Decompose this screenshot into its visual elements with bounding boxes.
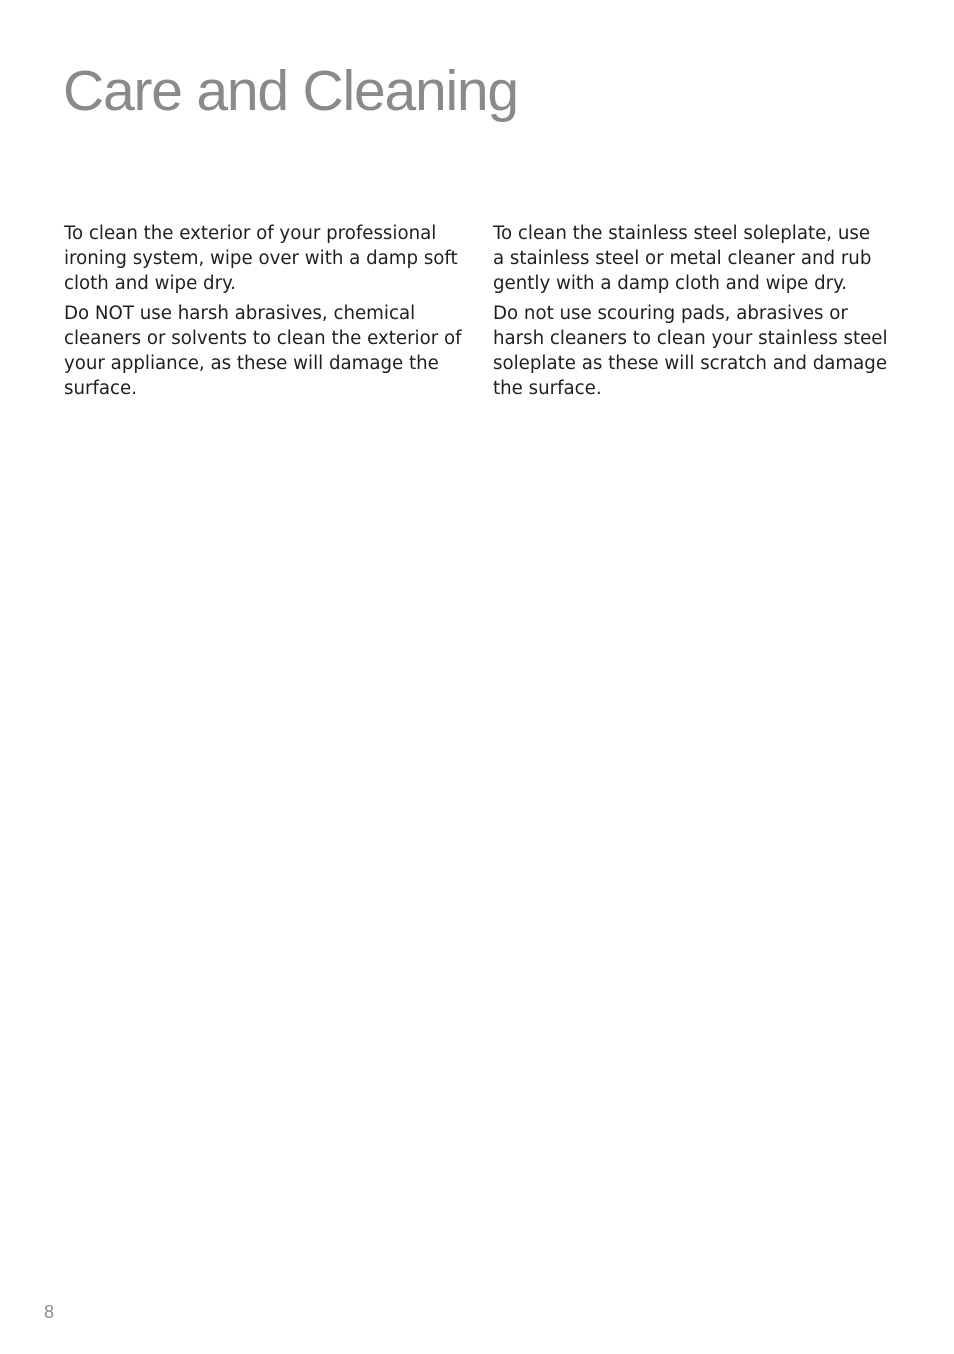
text-line: Do NOT use harsh abrasives, chemical [64, 303, 416, 324]
text-line: the surface. [493, 378, 602, 399]
text-line: surface. [64, 378, 137, 399]
soleplate-cleaning-paragraph [493, 221, 873, 296]
text-line: soleplate as these will scratch and damage [493, 353, 888, 374]
text-line: harsh cleaners to clean your stainless steel [493, 328, 888, 349]
text-line: cloth and wipe dry. [64, 273, 237, 294]
text-line: To clean the exterior of your professional [64, 223, 437, 244]
text-line: gently with a damp cloth and wipe dry. [493, 273, 848, 294]
page-title: Care and Cleaning [63, 59, 518, 123]
exterior-cleaning-paragraph [64, 221, 458, 296]
page-number: 8 [44, 1302, 55, 1322]
text-line: To clean the stainless steel soleplate, use [493, 223, 871, 244]
text-line: cleaners or solvents to clean the exterior of [64, 328, 462, 349]
exterior-warning-paragraph [64, 301, 462, 401]
text-line: ironing system, wipe over with a damp soft [64, 248, 458, 269]
left-column [64, 221, 462, 406]
soleplate-warning-paragraph [493, 301, 888, 401]
right-column [493, 221, 888, 406]
text-line: your appliance, as these will damage the [64, 353, 439, 374]
text-line: Do not use scouring pads, abrasives or [493, 303, 848, 324]
text-line: a stainless steel or metal cleaner and rub [493, 248, 872, 269]
